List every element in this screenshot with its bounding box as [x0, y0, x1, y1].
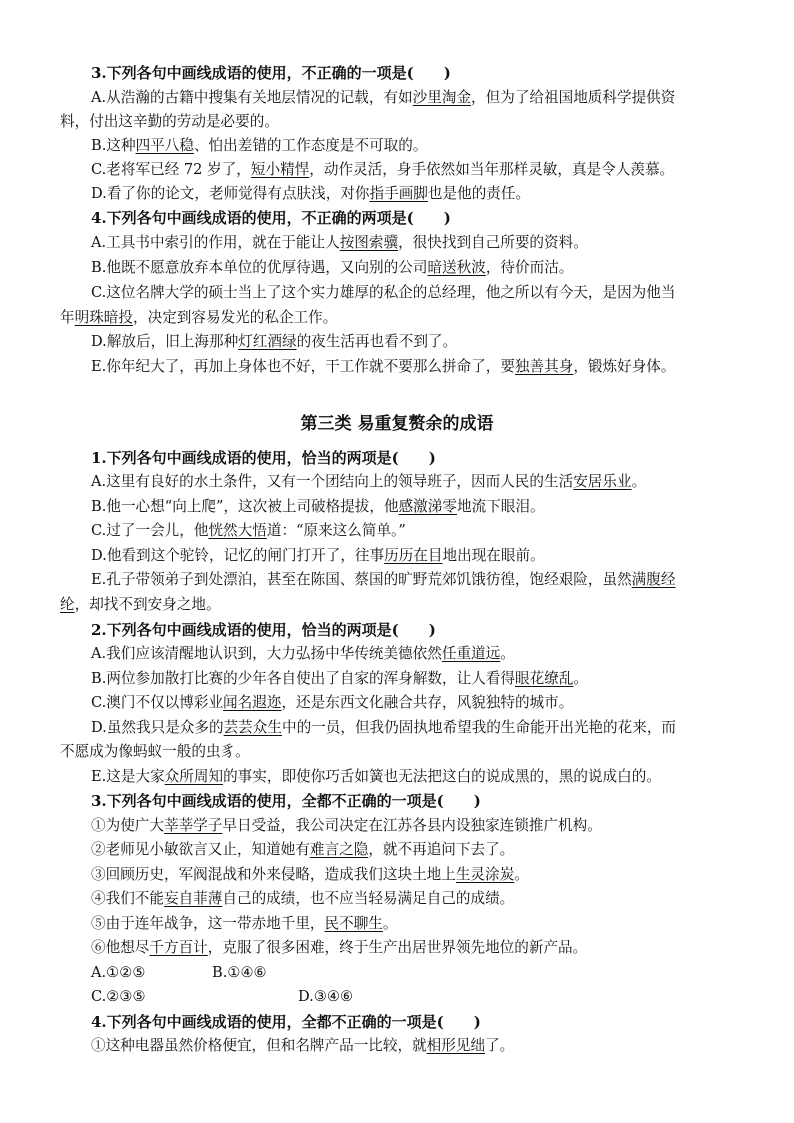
section-title: 第三类 易重复赘余的成语	[300, 414, 494, 434]
underlined-idiom: 莘莘学子	[163, 817, 223, 834]
statement-1: ①这种电器虽然价格便宜，但和名牌产品一比较，就相形见绌了。	[91, 1037, 515, 1054]
statement-5: ⑤由于连年战争，这一带赤地千里，民不聊生。	[91, 915, 398, 932]
underlined-idiom: 众所周知	[164, 768, 224, 785]
question-title: 1.下列各句中画线成语的使用，恰当的两项是( )	[91, 449, 436, 467]
option-a-cont: 料，付出这辛勤的劳动是必要的。	[60, 113, 279, 130]
option-b: B.这种四平八稳、怕出差错的工作态度是不可取的。	[91, 137, 428, 154]
underlined-idiom: 暗送秋波	[427, 259, 486, 276]
underlined-idiom: 历历在目	[384, 547, 443, 564]
question-title: 3.下列各句中画线成语的使用，不正确的一项是( )	[91, 64, 451, 82]
underlined-idiom: 短小精悍	[250, 161, 310, 178]
option-d: D.他看到这个驼铃，记忆的闸门打开了，往事历历在目地出现在眼前。	[91, 547, 545, 564]
choice-c: C.②③⑤	[91, 988, 146, 1005]
underlined-idiom: 感激涕零	[398, 498, 457, 515]
underlined-idiom: 芸芸众生	[223, 719, 282, 736]
option-e: E.你年纪大了，再加上身体也不好，干工作就不要那么拼命了，要独善其身，锻炼好身体。	[91, 358, 676, 375]
option-c: C.澳门不仅以博彩业闻名遐迩，还是东西文化融合共存，风貌独特的城市。	[91, 694, 574, 711]
option-e-cont: 纶，却找不到安身之地。	[60, 596, 221, 613]
option-b: B.他一心想“向上爬”，这次被上司破格提拔，他感激涕零地流下眼泪。	[91, 498, 545, 515]
choice-b: B.①④⑥	[212, 964, 267, 981]
statement-3: ③回顾历史，军阀混战和外来侵略，造成我们这块土地上生灵涂炭。	[91, 866, 529, 883]
underlined-idiom: 指手画脚	[369, 185, 428, 202]
option-b: B.他既不愿意放弃本单位的优厚待遇，又向别的公司暗送秋波，待价而沽。	[91, 259, 574, 276]
choice-a: A.①②⑤	[91, 964, 146, 981]
underlined-idiom: 四平八稳	[135, 137, 194, 154]
underlined-idiom: 沙里淘金	[412, 89, 472, 106]
underlined-idiom: 民不聊生	[324, 915, 383, 932]
underlined-idiom: 按图索骥	[339, 234, 399, 251]
question-title: 4.下列各句中画线成语的使用，不正确的两项是( )	[91, 209, 451, 227]
option-a: A.从浩瀚的古籍中搜集有关地层情况的记载，有如沙里淘金，但为了给祖国地质科学提供资	[91, 89, 676, 106]
option-e: E.这是大家众所周知的事实，即使你巧舌如簧也无法把这白的说成黑的，黑的说成白的。	[91, 768, 661, 785]
option-d: D.看了你的论文，老师觉得有点肤浅，对你指手画脚也是他的责任。	[91, 185, 531, 202]
underlined-idiom: 妄自菲薄	[163, 890, 223, 907]
question-title: 3.下列各句中画线成语的使用，全都不正确的一项是( )	[91, 792, 481, 810]
option-a: A.工具书中索引的作用，就在于能让人按图索骥，很快找到自己所要的资料。	[91, 234, 588, 251]
option-b: B.两位参加散打比赛的少年各自使出了自家的浑身解数，让人看得眼花缭乱。	[91, 670, 588, 687]
option-d-cont: 不愿成为像蚂蚁一般的虫豸。	[60, 743, 250, 760]
question-title: 2.下列各句中画线成语的使用，恰当的两项是( )	[91, 621, 436, 639]
option-a: A.我们应该清醒地认识到，大力弘扬中华传统美德依然任重道远。	[91, 645, 515, 662]
underlined-idiom: 安居乐业	[573, 473, 632, 490]
underlined-idiom: 相形见绌	[426, 1037, 486, 1054]
choice-d: D.③④⑥	[298, 988, 354, 1005]
option-c: C.老将军已经 72 岁了，短小精悍，动作灵活，身手依然如当年那样灵敏，真是令人羡慕。	[91, 161, 675, 178]
option-c: C.过了一会儿，他恍然大悟道：“原来这么简单。”	[91, 522, 406, 539]
underlined-idiom: 闻名遐迩	[223, 694, 282, 711]
statement-4: ④我们不能妄自菲薄自己的成绩，也不应当轻易满足自己的成绩。	[91, 890, 515, 907]
underlined-idiom: 明珠暗投	[74, 309, 133, 326]
option-c: C.这位名牌大学的硕士当上了这个实力雄厚的私企的总经理，他之所以有今天，是因为他当	[91, 284, 676, 301]
option-d: D.虽然我只是众多的芸芸众生中的一员，但我仍固执地希望我的生命能开出光艳的花来，而	[91, 719, 677, 736]
underlined-idiom: 灯红酒绿	[238, 333, 297, 350]
question-title: 4.下列各句中画线成语的使用，全都不正确的一项是( )	[91, 1013, 481, 1031]
option-a: A.这里有良好的水土条件，又有一个团结向上的领导班子，因而人民的生活安居乐业。	[91, 473, 647, 490]
option-c-cont: 年明珠暗投，决定到容易发光的私企工作。	[60, 309, 338, 326]
underlined-idiom: 生灵涂炭	[455, 866, 515, 883]
option-e: E.孔子带领弟子到处漂泊，甚至在陈国、蔡国的旷野荒郊饥饿彷徨，饱经艰险，虽然满腹经	[91, 571, 676, 588]
underlined-idiom: 任重道远	[441, 645, 501, 662]
underlined-idiom: 纶	[60, 596, 75, 613]
option-d: D.解放后，旧上海那种灯红酒绿的夜生活再也看不到了。	[91, 333, 458, 350]
statement-2: ②老师见小敏欲言又止，知道她有难言之隐，就不再追问下去了。	[91, 841, 515, 858]
underlined-idiom: 眼花缭乱	[515, 670, 574, 687]
statement-1: ①为使广大莘莘学子早日受益，我公司决定在江苏各县内设独家连锁推广机构。	[91, 817, 602, 834]
underlined-idiom: 独善其身	[514, 358, 574, 375]
underlined-idiom: 恍然大悟	[208, 522, 267, 539]
underlined-idiom: 满腹经	[631, 571, 676, 588]
underlined-idiom: 千方百计	[149, 939, 208, 956]
statement-6: ⑥他想尽千方百计，克服了很多困难，终于生产出居世界领先地位的新产品。	[91, 939, 588, 956]
underlined-idiom: 难言之隐	[309, 841, 369, 858]
